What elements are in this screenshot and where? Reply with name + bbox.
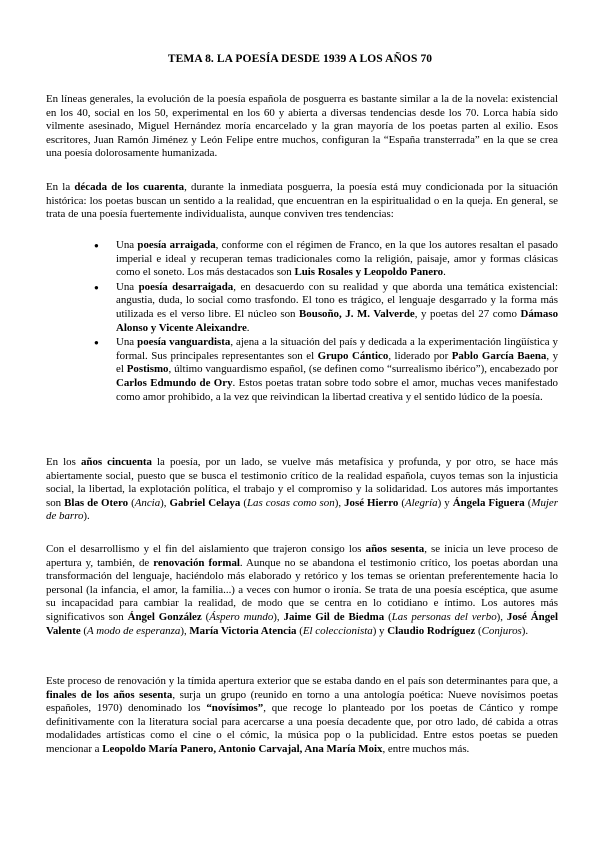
tendencies-list (116, 239, 558, 405)
novisimos-paragraph: Este proceso de renovación y la tímida apertura exterior que se estaba dando en el país son determinantes para que, a finales de los años sesenta, surja un grupo (reunido en torno a una antología poética: Nueve novísimos poetas españoles, 1970) denominado los “novísimos”, que recoge lo planteado por los poetas de Cántico y rompe definitivamente con la literatura social para acercarse a una poesía decadente que, por otro lado, dé cabida a otras modalidades artísticas como el cine o el cómic, la música pop o la publicidad. Entre estos poetas se pueden mencionar a Leopoldo María Panero, Antonio Carvajal, Ana María Moix, entre muchos más. (46, 675, 559, 755)
list-item: ● Una poesía desarraigada, en desacuerdo con su realidad y que aborda una temática existencial: angustia, duda, lo social como trasfondo. El tono es trágico, el lenguaje desgarrado y la forma más utilizada es el verso libre. El núcleo son Bousoño, J. M. Valverde, y poetas del 27 como Dámaso Alonso y Vicente Aleixandre. (116, 281, 558, 335)
forties-paragraph: En la década de los cuarenta, durante la inmediata posguerra, la poesía está muy condicionada por la situación histórica: los poetas buscan un sentido a la realidad, que encuentran en la espiritualidad o en la queja. En general, se trata de una poesía fuertemente individualista, aunque conviven tres tendencias: (46, 181, 558, 221)
intro-text: En líneas generales, la evolución de la poesía española de posguerra es bastante similar a la de la novela: existencial en los 40, social en los 50, experimental en los 60 y abierta a diversas tendencias desde los 70. Lorca había sido vilmente asesinado, Miguel Hernández moría encarcelado y la gran mayoría de los poetas parten al exilio. Esos escritores, Juan Ramón Jiménez y León Felipe entre muchos, configuran la “España transterrada” en la que se crea una poesía dolorosamente humanizada. (46, 93, 558, 160)
fifties-paragraph: En los años cincuenta la poesía, por un lado, se vuelve más metafísica y profunda, y por otro, se hace más abiertamente social, puesto que se busca el testimonio crítico de la realidad española, cuyos temas son la injusticia social, la libertad, la explotación política, el trabajo y el compromiso y la solidaridad. Los autores más importantes son Blas de Otero (Ancia), Gabriel Celaya (Las cosas como son), José Hierro (Alegría) y Ángela Figuera (Mujer de barro). (46, 456, 558, 523)
list-item: ● Una poesía vanguardista, ajena a la situación del país y dedicada a la experimentación lingüística y formal. Sus principales representantes son el Grupo Cántico, liderado por Pablo García Baena, y el Postismo, último vanguardismo español, (se definen como “surrealismo ibérico”), encabezado por Carlos Edmundo de Ory. Estos poetas tratan sobre todo sobre el amor, muchas veces manifestado como amor prohibido, a la vez que reivindican la libertad creativa y el sentido lúdico de la poesía. (116, 336, 558, 404)
list-item: ● Una poesía arraigada, conforme con el régimen de Franco, en la que los autores resaltan el pasado imperial e ideal y recuperan temas tradicionales como la religión, paisaje, amor y formas clásicas como el soneto. Los más destacados son Luis Rosales y Leopoldo Panero. (116, 239, 558, 280)
intro-paragraph (46, 93, 558, 161)
sixties-paragraph: Con el desarrollismo y el fin del aislamiento que trajeron consigo los años sesenta, se inicia un leve proceso de apertura y, también, de renovación formal. Aunque no se abandona el testimonio crítico, los poetas abordan una transformación del lenguaje, haciéndolo más elaborado y retórico y los temas se orientan preferentemente hacia lo personal (la infancia, el amor, la familia...) a veces con humor o ironía. Se trata de una poesía escéptica, que asume su incapacidad para cambiar la realidad, de modo que se centra en lo cotidiano e íntimo. Los autores más significativos son Ángel González (Áspero mundo), Jaime Gil de Biedma (Las personas del verbo), José Ángel Valente (A modo de esperanza), María Victoria Atencia (El coleccionista) y Claudio Rodríguez (Conjuros). (46, 543, 559, 637)
page-title: TEMA 8. LA POESÍA DESDE 1939 A LOS AÑOS 70 (167, 53, 433, 65)
forties-heading-term: década de los cuarenta (74, 181, 185, 193)
